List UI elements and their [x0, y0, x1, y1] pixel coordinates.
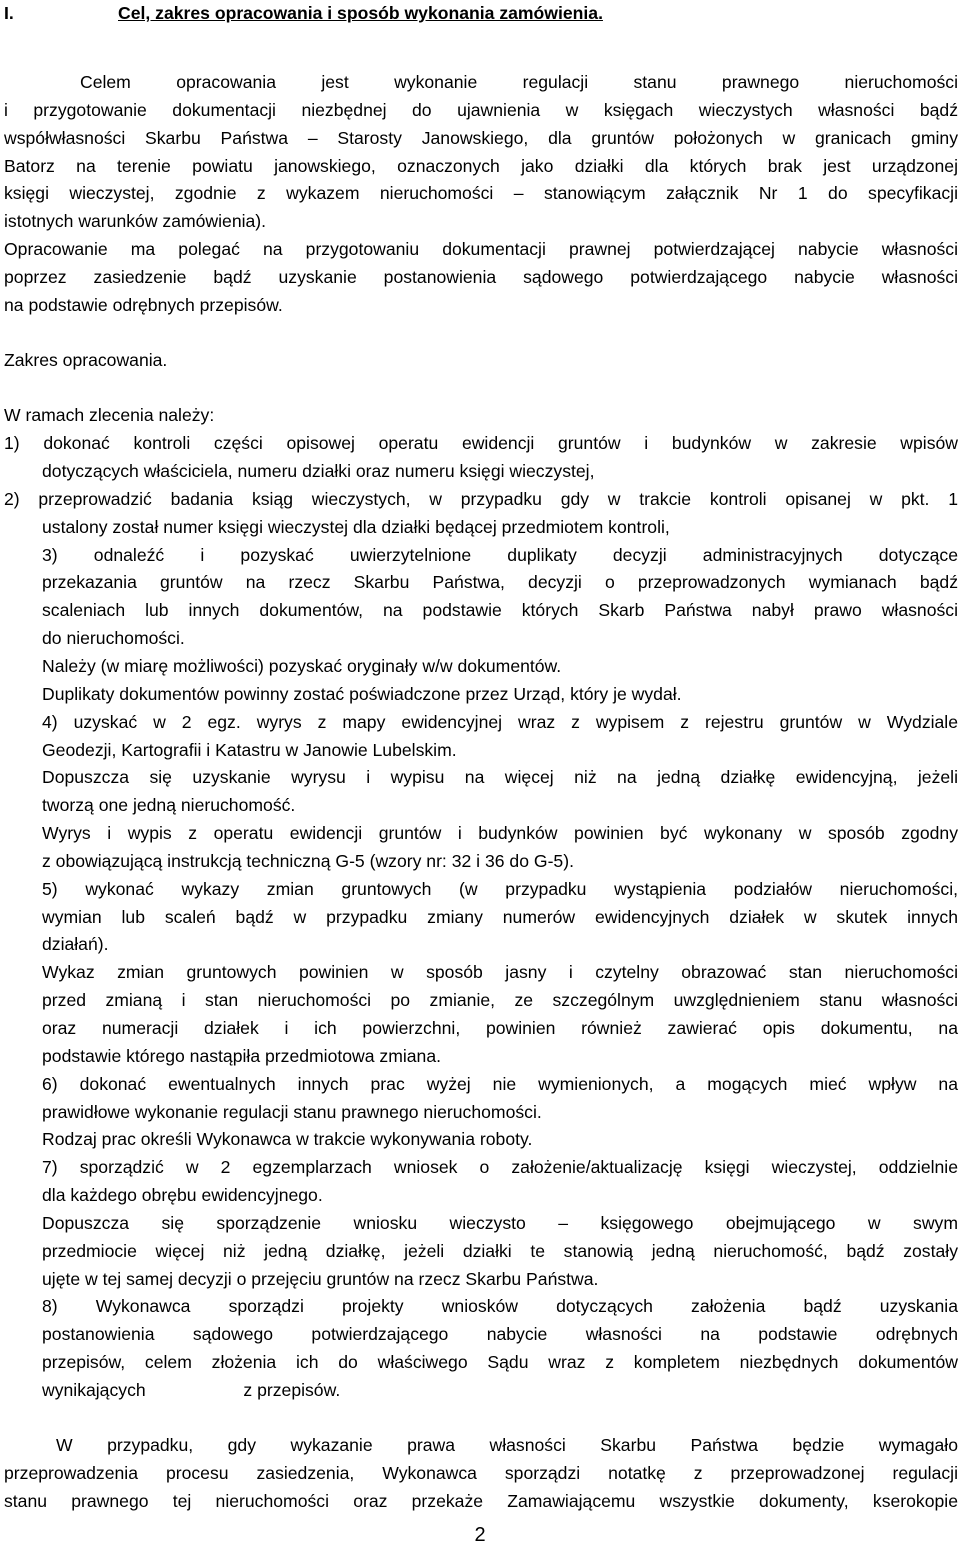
list-item-line: oraz numeracji działek i ich powierzchni, powinien również zawierać opis dokumentu, na	[42, 1018, 958, 1038]
paragraph-line: istotnych warunków zamówienia).	[4, 211, 267, 231]
list-item-line: Duplikaty dokumentów powinny zostać poświadczone przez Urząd, który je wydał.	[42, 684, 682, 704]
list-item-line: z obowiązującą instrukcją techniczną G-5 (wzory nr: 32 i 36 do G-5).	[42, 851, 574, 871]
list-item-line: dla każdego obrębu ewidencyjnego.	[42, 1185, 323, 1205]
list-item-line: Rodzaj prac określi Wykonawca w trakcie wykonywania roboty.	[42, 1129, 533, 1149]
list-item-line: 6) dokonać ewentualnych innych prac wyżej nie wymienionych, a mogących mieć wpływ na	[42, 1074, 958, 1094]
list-item-line: prawidłowe wykonanie regulacji stanu prawnego nieruchomości.	[42, 1102, 542, 1122]
list-item-line: działań).	[42, 934, 109, 954]
list-item-line: postanowienia sądowego potwierdzającego nabycie własności na podstawie odrębnych	[42, 1324, 958, 1344]
paragraph-line: przeprowadzenia procesu zasiedzenia, Wykonawca sporządzi notatkę z przeprowadzonej regulacji	[4, 1463, 958, 1483]
list-item-line: przedmiocie więcej niż jedną działkę, jeżeli działki te stanowią jedną nieruchomość, bądź zostały	[42, 1241, 958, 1261]
list-item-line: wymian lub scaleń bądź w przypadku zmiany numerów ewidencyjnych działek w skutek innych	[42, 907, 958, 927]
list-item-line: 1) dokonać kontroli części opisowej operatu ewidencji gruntów i budynków w zakresie wpisów	[4, 433, 958, 453]
list-item-line: ustalony został numer księgi wieczystej dla działki będącej przedmiotem kontroli,	[42, 517, 670, 537]
list-item-line: ujęte w tej samej decyzji o przejęciu gruntów na rzecz Skarbu Państwa.	[42, 1269, 599, 1289]
list-item-line: podstawie którego nastąpiła przedmiotowa zmiana.	[42, 1046, 442, 1066]
list-item-line: przekazania gruntów na rzecz Skarbu Państwa, decyzji o przeprowadzonych wymianach bądź	[42, 572, 958, 592]
list-item-line: Geodezji, Kartografii i Katastru w Janowie Lubelskim.	[42, 740, 457, 760]
section-number: I.	[4, 3, 14, 23]
paragraph-line: i przygotowanie dokumentacji niezbędnej do ujawnienia w księgach wieczystych własności bądź	[4, 100, 958, 120]
paragraph-line: Opracowanie ma polegać na przygotowaniu dokumentacji prawnej potwierdzającej nabycie własności	[4, 239, 958, 259]
paragraph-line: na podstawie odrębnych przepisów.	[4, 295, 283, 315]
list-item-line: 5) wykonać wykazy zmian gruntowych (w przypadku wystąpienia podziałów nieruchomości,	[42, 879, 958, 899]
list-item-line: przepisów, celem złożenia ich do właściwego Sądu wraz z kompletem niezbędnych dokumentów	[42, 1352, 958, 1372]
list-item-line: 7) sporządzić w 2 egzemplarzach wniosek o założenie/aktualizację księgi wieczystej, oddzielnie	[42, 1157, 958, 1177]
list-item-line: Wyrys i wypis z operatu ewidencji gruntów i budynków powinien być wykonany w sposób zgodny	[42, 823, 958, 843]
list-item-line: 4) uzyskać w 2 egz. wyrys z mapy ewidencyjnej wraz z wypisem z rejestru gruntów w Wydziale	[42, 712, 958, 732]
list-item-line: Wykaz zmian gruntowych powinien w sposób jasny i czytelny obrazować stan nieruchomości	[42, 962, 958, 982]
list-item-line: dotyczących właściciela, numeru działki oraz numeru księgi wieczystej,	[42, 461, 595, 481]
paragraph-line: współwłasności Skarbu Państwa – Starosty Janowskiego, dla gruntów położonych w granicach gminy	[4, 128, 958, 148]
paragraph-line: poprzez zasiedzenie bądź uzyskanie postanowienia sądowego potwierdzającego nabycie własności	[4, 267, 958, 287]
scope-heading: Zakres opracowania.	[4, 350, 168, 370]
list-item-line: Dopuszcza się sporządzenie wniosku wieczysto – księgowego obejmującego w swym	[42, 1213, 958, 1233]
list-item-line: tworzą one jedną nieruchomość.	[42, 795, 296, 815]
list-item-line: 8) Wykonawca sporządzi projekty wniosków dotyczących założenia bądź uzyskania	[42, 1296, 958, 1316]
paragraph-line: księgi wieczystej, zgodnie z wykazem nieruchomości – stanowiącym załącznik Nr 1 do specyfikacji	[4, 183, 958, 203]
list-item-line: Należy (w miarę możliwości) pozyskać oryginały w/w dokumentów.	[42, 656, 562, 676]
section-heading	[4, 0, 958, 28]
list-item-line: do nieruchomości.	[42, 628, 185, 648]
list-item-line: scaleniach lub innych dokumentów, na podstawie których Skarb Państwa nabył prawo własności	[42, 600, 958, 620]
list-item-line: 2) przeprowadzić badania ksiąg wieczystych, w przypadku gdy w trakcie kontroli opisanej w pkt. 1	[4, 489, 958, 509]
list-item-line: Dopuszcza się uzyskanie wyrysu i wypisu na więcej niż na jedną działkę ewidencyjną, jeżeli	[42, 767, 958, 787]
paragraph-line: Celem opracowania jest wykonanie regulacji stanu prawnego nieruchomości	[80, 72, 958, 92]
list-item-line: wynikających z przepisów.	[42, 1380, 341, 1400]
page-number: 2	[474, 1524, 486, 1546]
paragraph-line: Batorz na terenie powiatu janowskiego, oznaczonych jako działki dla których brak jest urządzonej	[4, 156, 958, 176]
list-item-line: 3) odnaleźć i pozyskać uwierzytelnione duplikaty decyzji administracyjnych dotyczące	[42, 545, 958, 565]
paragraph-line: stanu prawnego tej nieruchomości oraz przekaże Zamawiającemu wszystkie dokumenty, kserokopie	[4, 1491, 958, 1511]
section-title: Cel, zakres opracowania i sposób wykonania zamówienia.	[118, 3, 603, 23]
list-item-line: przed zmianą i stan nieruchomości po zmianie, ze szczególnym uwzględnieniem stanu własności	[42, 990, 958, 1010]
paragraph-line: W przypadku, gdy wykazanie prawa własności Skarbu Państwa będzie wymagało	[56, 1435, 958, 1455]
scope-intro: W ramach zlecenia należy:	[4, 405, 215, 425]
